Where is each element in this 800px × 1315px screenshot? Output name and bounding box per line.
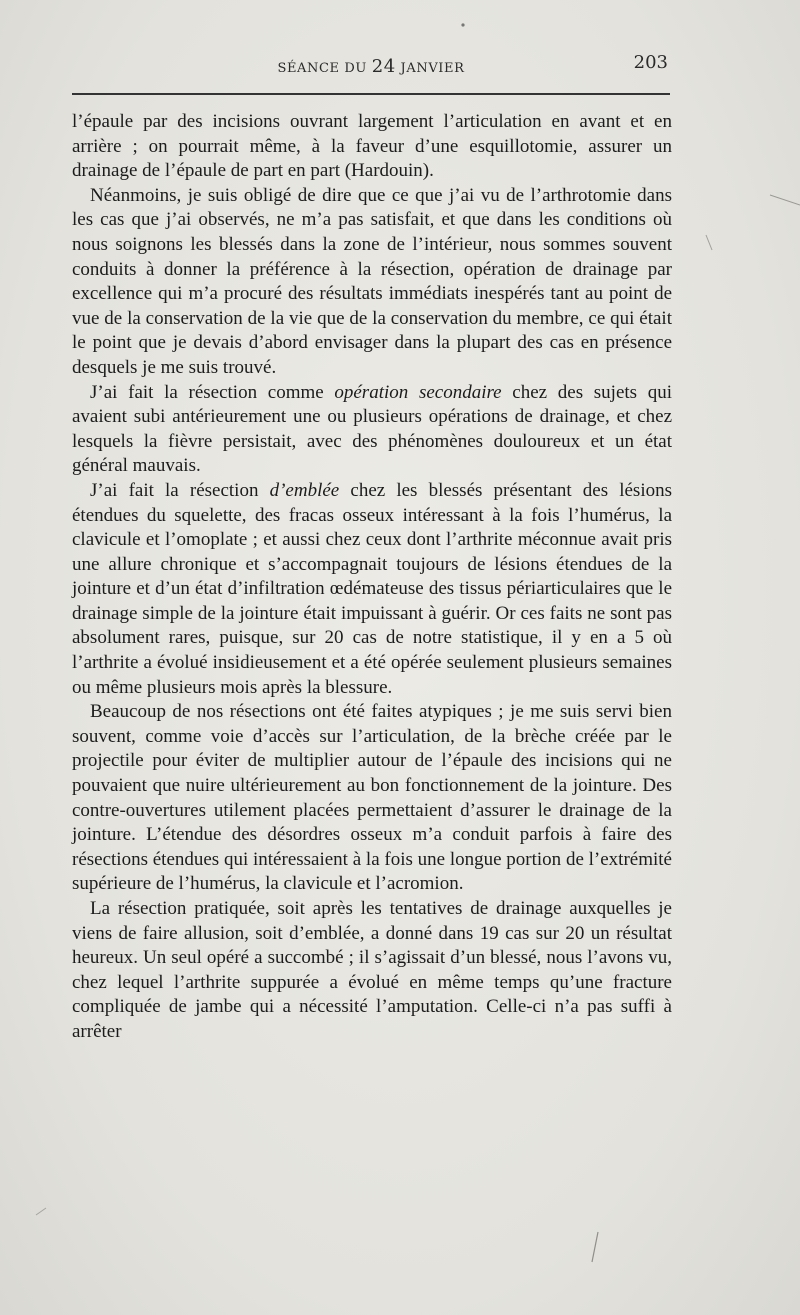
italic-text: d’emblée [269, 479, 340, 501]
text-segment: chez des sujets qui avaient subi antérieurement une ou plusieurs opérations de drainage, et chez lesquels la fièvre persistait, avec des phénomènes douloureux et un état général mauvais. [72, 381, 673, 477]
page-number: 203 [633, 52, 668, 73]
text-segment: Néanmoins, je suis obligé de dire que ce que j’ai vu de l’arthrotomie dans les cas que j’ai observés, ne m’a pas satisfait, et que dans les conditions où nous soignons les blessés dans la zone de l’intérieur, nous sommes souvent conduits à donner la préférence à la résection, opération de drainage par excellence qui m’a procuré des résultats immédiats inespérés tant au point de vue de la conservation de la vie que de la conservation du membre, ce qui était le point que je devais d’abord envisager dans la plupart des cas en présence desquels je me suis trouvé. [72, 184, 672, 378]
italic-text: opération secondaire [334, 381, 502, 403]
paragraph [72, 110, 672, 184]
paragraph [72, 184, 672, 381]
stray-mark [36, 1208, 46, 1215]
header-title-prefix: SÉANCE DU [277, 61, 367, 76]
header-title [72, 56, 670, 77]
stray-mark [770, 195, 800, 205]
text-segment: chez les blessés présentant des lésions étendues du squelette, des fracas osseux intéressant à la fois l’humérus, la clavicule et l’omoplate ; et aussi chez ceux dont l’arthrite méconnue avait pris une allure chronique et s’accompagnait toujours de lésions étendues de la jointure et d’un état d’infiltration œdémateuse des tissus périarticulaires que le drainage simple de la jointure était impuissant à guérir. Or ces faits ne sont pas absolument rares, puisque, sur 20 cas de notre statistique, il y en a 5 où l’arthrite a évolué insidieusement et a été opérée seulement plusieurs semaines ou même plusieurs mois après la blessure. [72, 479, 673, 698]
body-text [72, 110, 672, 1045]
stray-dot [461, 23, 464, 26]
header-title-day: 24 [371, 56, 396, 77]
header-rule [72, 93, 670, 95]
stray-mark [706, 235, 712, 250]
stray-mark [592, 1232, 598, 1262]
header-title-month: JANVIER [400, 61, 465, 76]
text-segment: Beaucoup de nos résections ont été faites atypiques ; je me suis servi bien souvent, comme voie d’accès sur l’articulation, de la brèche créée par le projectile pour éviter de multiplier autour de l’épaule des incisions qui ne pouvaient que nuire ultérieurement au bon fonctionnement de la jointure. Des contre-ouvertures utilement placées permettaient d’assurer le drainage de la jointure. L’étendue des désordres osseux m’a conduit parfois à faire des résections étendues qui intéressaient à la fois une longue portion de l’extrémité supérieure de l’humérus, la clavicule et l’acromion. [72, 701, 672, 895]
paragraph [72, 700, 672, 897]
text-segment: J’ai fait la résection [90, 479, 270, 501]
text-segment: La résection pratiquée, soit après les tentatives de drainage auxquelles je viens de faire allusion, soit d’emblée, a donné dans 19 cas sur 20 un résultat heureux. Un seul opéré a succombé ; il s’agissait d’un blessé, nous l’avons vu, chez lequel l’arthrite suppurée a évolué en même temps qu’une fracture compliquée de jambe qui a nécessité l’amputation. Celle-ci n’a pas suffi à arrêter [72, 898, 672, 1042]
paragraph [72, 897, 672, 1045]
text-segment: l’épaule par des incisions ouvrant largement l’articulation en avant et en arrière ; on pourrait même, à la faveur d’une esquillotomie, assurer un drainage de l’épaule de part en part (Hardouin). [72, 111, 672, 182]
running-header [72, 48, 670, 78]
paragraph [72, 381, 672, 479]
paragraph [72, 479, 672, 700]
text-segment: J’ai fait la résection comme [90, 381, 335, 403]
